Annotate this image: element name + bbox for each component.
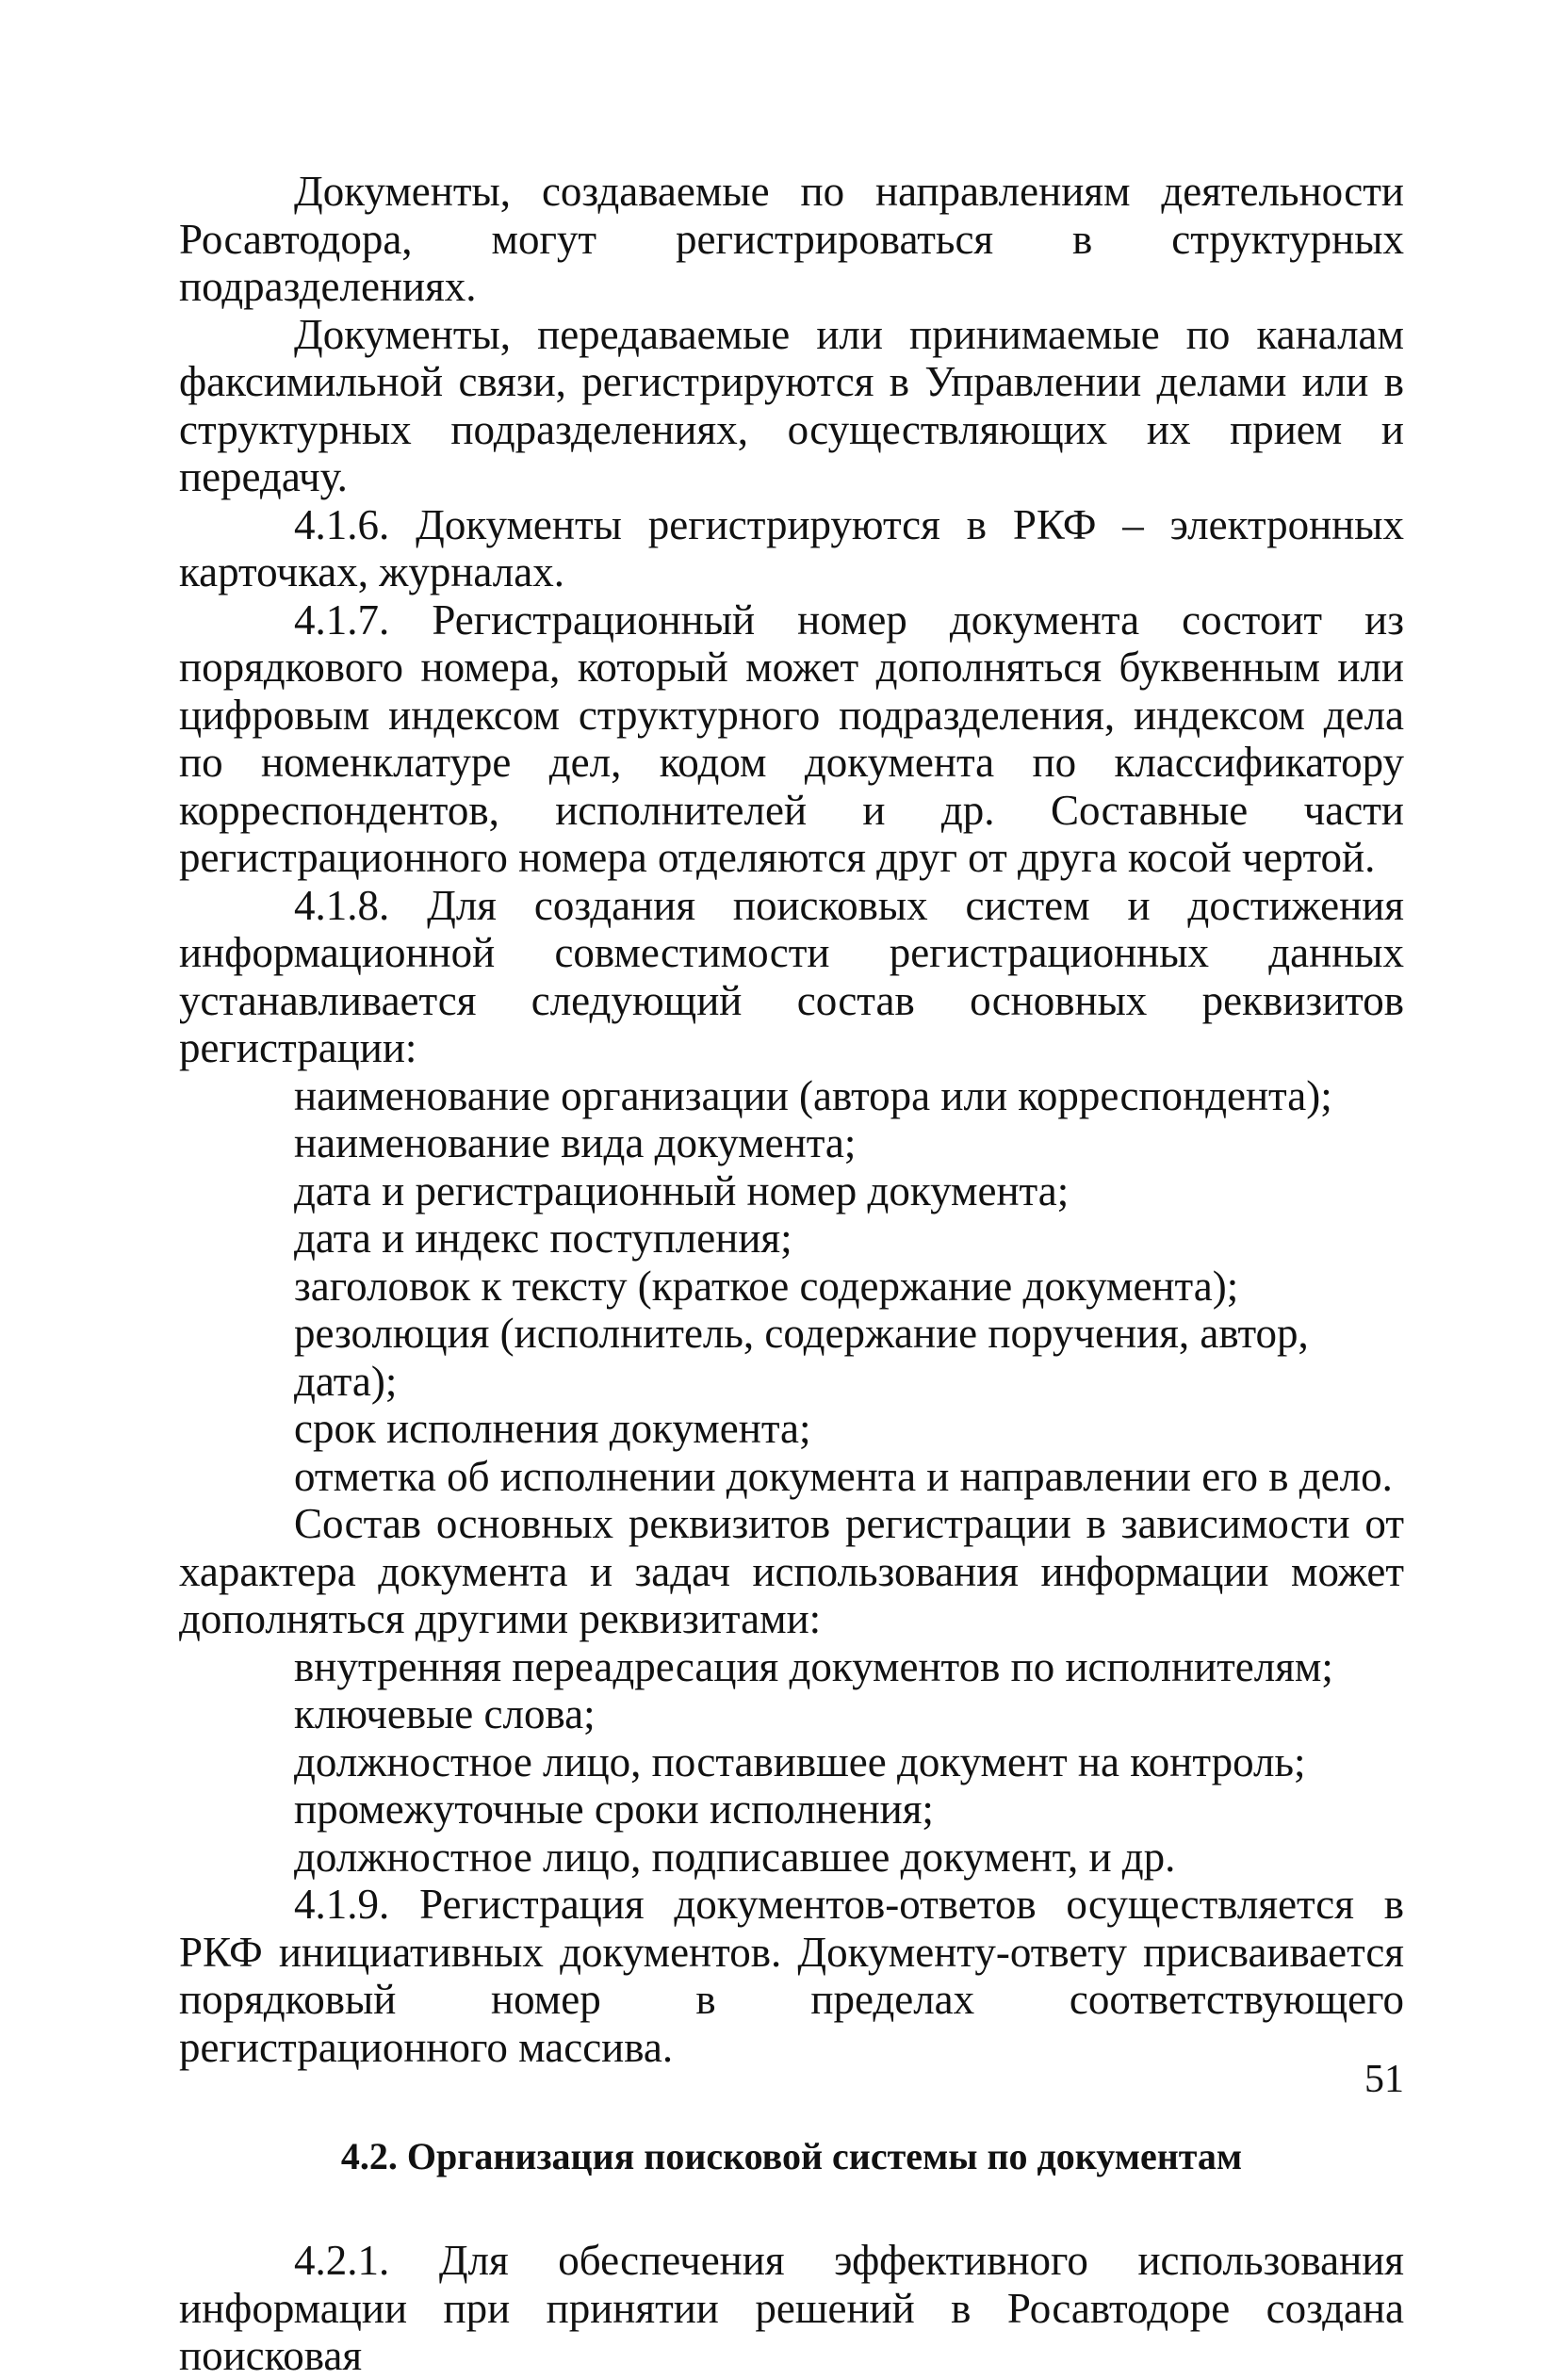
list-item: промежуточные сроки исполнения; [294, 1785, 934, 1833]
list-item: должностное лицо, поставившее документ на контроль; [294, 1737, 1306, 1785]
list-item: ключевые слова; [294, 1690, 596, 1737]
document-page [179, 168, 1404, 2380]
page-number: 51 [1364, 2058, 1404, 2101]
list-item: срок исполнения документа; [294, 1405, 811, 1452]
list-item: наименование вида документа; [294, 1119, 857, 1166]
list-item: дата и индекс поступления; [294, 1214, 792, 1262]
paragraph: Документы, передаваемые или принимаемые по каналам факсимильной связи, регистрируются в Управлении делами или в структурных подразделениях, осуществляющих их прием и передачу. [179, 310, 1404, 500]
list-item: внутренняя переадресация документов по исполнителям; [294, 1642, 1333, 1690]
list-item: должностное лицо, подписавшее документ, и др. [294, 1833, 1176, 1881]
additional-requisites-list [179, 1643, 1404, 1882]
requisites-list [179, 1072, 1404, 1501]
paragraph: 4.1.8. Для создания поисковых систем и достижения информационной совместимости регистрационных данных устанавливается следующий состав основных реквизитов регистрации: [179, 881, 1404, 1071]
paragraph: 4.1.9. Регистрация документов-ответов осуществляется в РКФ инициативных документов. Документу-ответу присваивается порядковый номер в пределах соответствующего регистрационного массива. [179, 1881, 1404, 2071]
paragraph: Состав основных реквизитов регистрации в зависимости от характера документа и задач использования информации может дополняться другими реквизитами: [179, 1500, 1404, 1642]
list-item: дата и регистрационный номер документа; [294, 1166, 1070, 1214]
paragraph: 4.2.1. Для обеспечения эффективного использования информации при принятии решений в Росавтодоре создана поисковая [179, 2237, 1404, 2379]
section-heading: 4.2. Организация поисковой системы по документам [340, 2135, 1243, 2177]
paragraph: 4.1.7. Регистрационный номер документа состоит из порядкового номера, который может дополняться буквенным или цифровым индексом структурного подразделения, индексом дела по номенклатуре дел, кодом документа по классификатору корреспондентов, исполнителей и др. Составные части регистрационного номера отделяются друг от друга косой чертой. [179, 595, 1404, 881]
list-item: отметка об исполнении документа и направлении его в дело. [294, 1452, 1393, 1500]
list-item: наименование организации (автора или корреспондента); [294, 1071, 1332, 1119]
list-item: резолюция (исполнитель, содержание поручения, автор, дата); [294, 1310, 1309, 1405]
list-item: заголовок к тексту (краткое содержание документа); [294, 1262, 1239, 1310]
paragraph: Документы, создаваемые по направлениям деятельности Росавтодора, могут регистрироваться в структурных подразделениях. [179, 168, 1404, 310]
paragraph: 4.1.6. Документы регистрируются в РКФ – электронных карточках, журналах. [179, 500, 1404, 595]
